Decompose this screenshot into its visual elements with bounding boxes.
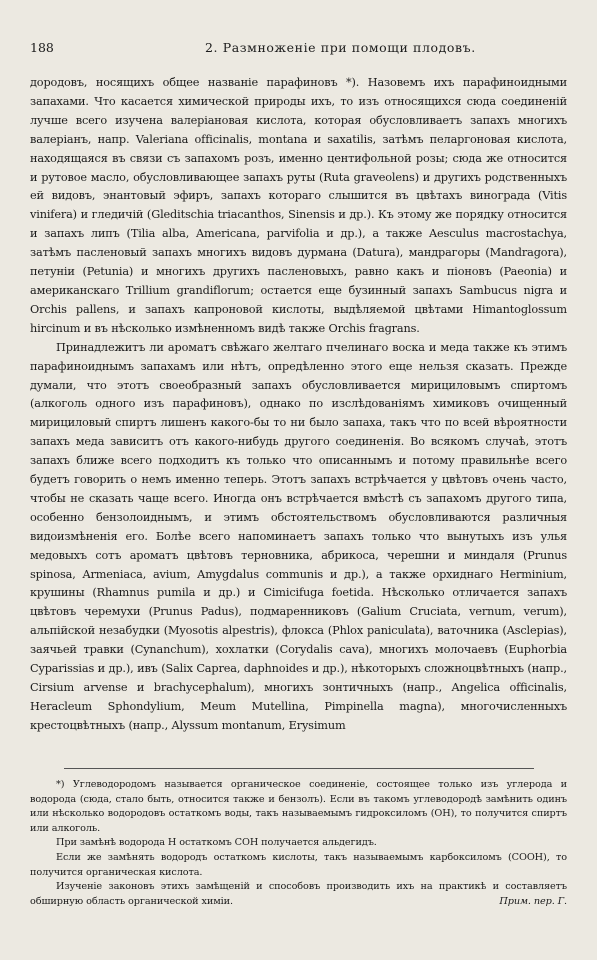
footnote-line-3: Если же замѣнять водородъ остаткомъ кислоты, такъ называемымъ карбоксиломъ (СООН), то получится органическая кислота.: [30, 851, 567, 878]
page-header: [30, 40, 567, 60]
translator-signature: Прим. пер. Г.: [499, 895, 567, 907]
footnote: [30, 778, 567, 909]
main-text: [30, 74, 567, 736]
footnote-line-4-text: Изученіе законовъ этихъ замѣщеній и способовъ производить ихъ на практикѣ и составляетъ обширную область органической химіи.: [30, 881, 567, 907]
footnote-divider: [64, 768, 534, 769]
footnote-line-2: При замѣнѣ водорода Н остаткомъ СОН получается альдегидъ.: [56, 837, 377, 849]
paragraph-2: Принадлежитъ ли ароматъ свѣжаго желтаго пчелинаго воска и меда также къ этимъ парафиноиднымъ запахамъ или нѣтъ, опредѣленно этого еще нельзя сказать. Прежде думали, что этотъ своеобразный запахъ обусловливается мирициловымъ спиртомъ (алкоголь одного изъ парафиновъ), однако по изслѣдованіямъ химиковъ очищенный мирициловый спиртъ лишенъ какого-бы то ни было запаха, такъ что по всей вѣроятности запахъ меда зависитъ отъ какого-нибудь другого соединенія. Во всякомъ случаѣ, этотъ запахъ ближе всего подходитъ къ только что описаннымъ и потому правильнѣе всего будетъ говорить о немъ именно теперь. Этотъ запахъ встрѣчается у цвѣтовъ очень часто, чтобы не сказать чаще всего. Иногда онъ встрѣчается вмѣстѣ съ запахомъ другого типа, особенно бензолоиднымъ, и этимъ обстоятельствомъ обусловливаются различныя видоизмѣненія его. Болѣе всего напоминаетъ запахъ только что вынутыхъ изъ улья медовыхъ сотъ ароматъ цвѣтовъ терновника, абрикоса, черешни и миндаля (Prunus spinosa, Armeniaca, avium, Amygdalus communis и др.), а также орхиднаго Herminium, крушины (Rhamnus pumila и др.) и Cimicifuga foetida. Нѣсколько отличается запахъ цвѣтовъ черемухи (Prunus Padus), подмаренниковъ (Galium Cruciata, vernum, verum), альпійской незабудки (Myosotis alpestris), флокса (Phlox paniculata), ваточника (Asclepias), заячьей травки (Cynanchum), хохлатки (Corydalis cava), многихъ молочаевъ (Euphorbia Cyparissias и др.), ивъ (Salix Caprea, daphnoides и др.), нѣкоторыхъ сложноцвѣтныхъ (напр., Cirsium arvense и brachycephalum), многихъ зонтичныхъ (напр., Angelica officinalis, Heracleum Sphondylium, Meum Mutellina, Pimpinella magna), многочисленныхъ крестоцвѣтныхъ (напр., Alyssum montanum, Erysimum: [30, 340, 567, 732]
running-title: 2. Размноженіе при помощи плодовъ.: [205, 40, 476, 55]
footnote-line-1: *) Углеводородомъ называется органическое соединеніе, состоящее только изъ углерода и водорода (сюда, стало быть, относится также и бензолъ). Если въ такомъ углеводородѣ замѣнить одинъ или нѣсколько водородовъ остаткомъ воды, такъ называемымъ гидроксиломъ (ОН), то получится спиртъ или алкоголь.: [30, 779, 567, 834]
paragraph-1: дородовъ, носящихъ общее названіе парафиновъ *). Назовемъ ихъ парафиноидными запахами. Что касается химической природы ихъ, то изъ относящихся сюда соединеній лучше всего изучена валеріановая кислота, которая обусловливаетъ запахъ многихъ валеріанъ, напр. Valeriana officinalis, montana и saxatilis, затѣмъ пеларгоновая кислота, находящаяся въ связи съ запахомъ розъ, именно центифольной розы; сюда же относится и рутовое масло, обусловливающее запахъ руты (Ruta graveolens) и другихъ родственныхъ ей видовъ, энантовый эфиръ, запахъ котораго слышится въ цвѣтахъ винограда (Vitis vinifera) и гледичій (Gleditschia triacanthos, Sinensis и др.). Къ этому же порядку относится и запахъ липъ (Tilia alba, Americana, parvifolia и др.), а также Aesculus macrostachya, затѣмъ пасленовый запахъ многихъ видовъ дурмана (Datura), мандрагоры (Mandragora), петуніи (Petunia) и многихъ другихъ пасленовыхъ, равно какъ и піоновъ (Paeonia) и американскаго Trillium grandiflorum; остается еще бузинный запахъ Sambucus nigra и Orchis pallens, и запахъ капроновой кислоты, выдѣляемой цвѣтами Himantoglossum hircinum и въ нѣсколько измѣненномъ видѣ также Orchis fragrans.: [30, 76, 567, 335]
page-number: 188: [30, 40, 54, 55]
footnote-line-4: [30, 880, 567, 909]
